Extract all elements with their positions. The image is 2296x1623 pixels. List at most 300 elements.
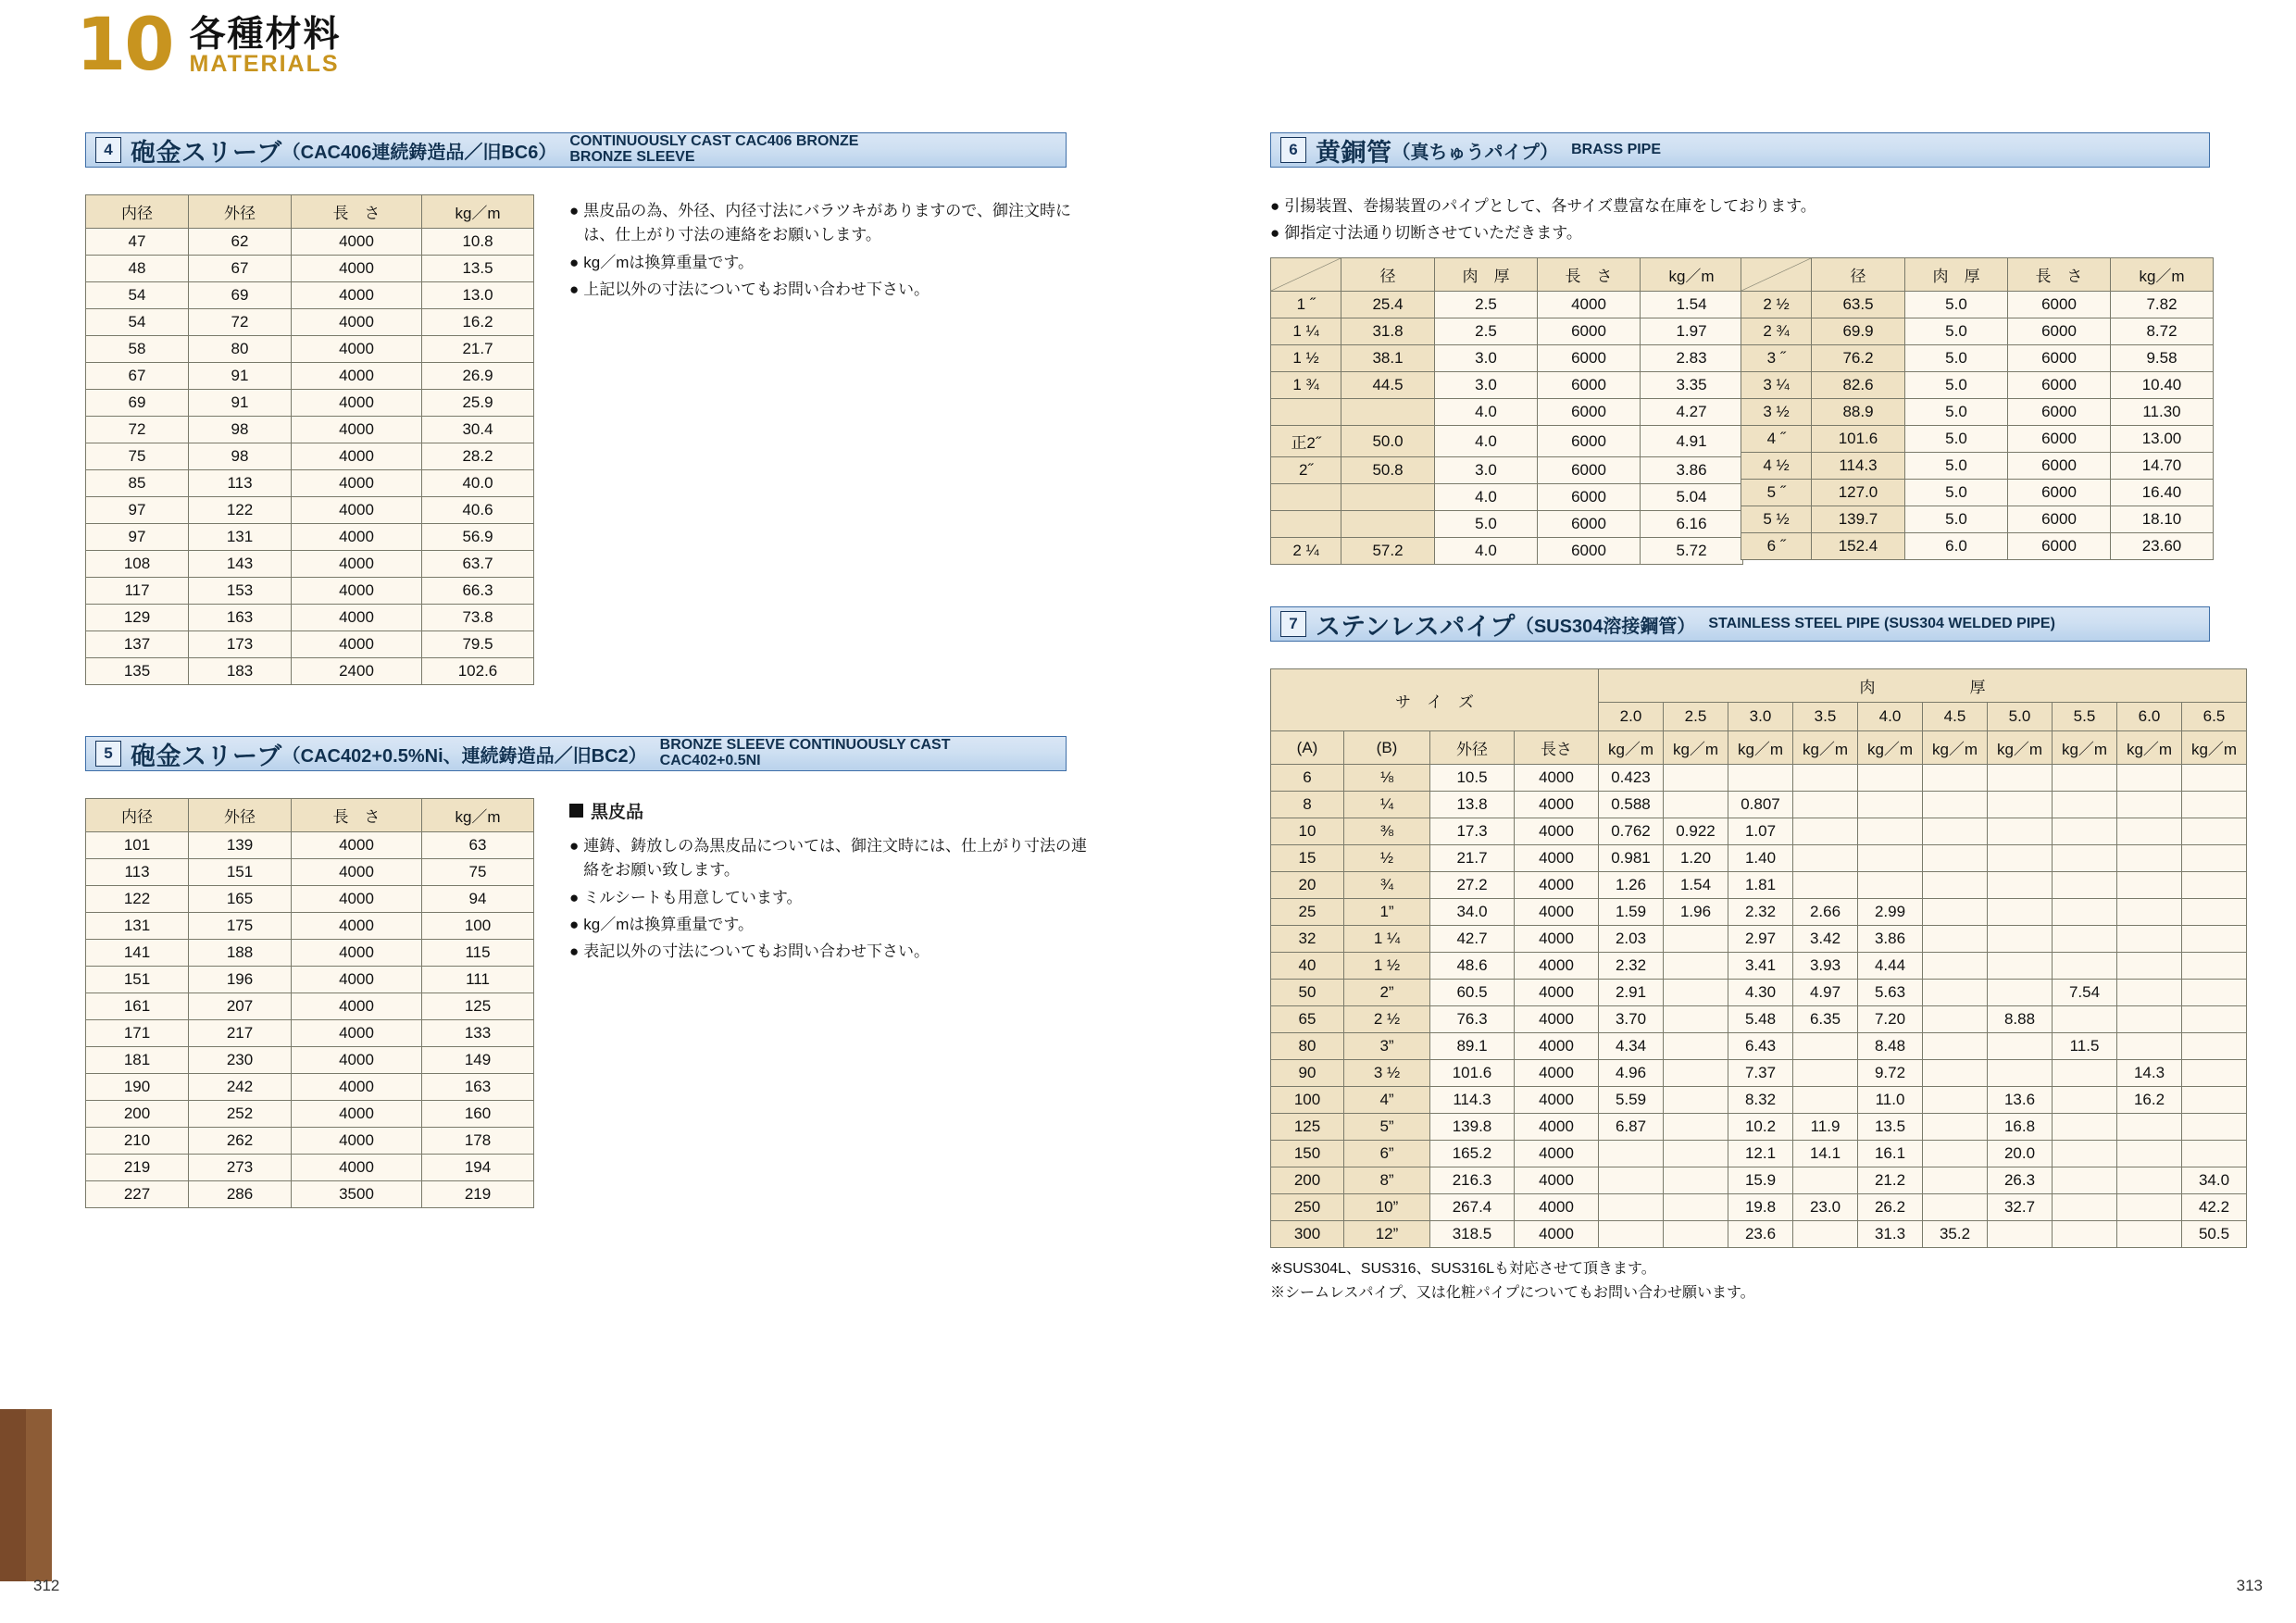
table-cell-weight: 2.32 — [1728, 899, 1793, 926]
column-header-thickness: 3.0 — [1728, 703, 1793, 731]
table-cell-weight: 5.63 — [1858, 980, 1923, 1006]
table-cell-weight: 7.54 — [2053, 980, 2117, 1006]
table-row — [86, 309, 534, 336]
table-cell: 67 — [189, 256, 292, 282]
table-cell-weight — [2117, 1006, 2182, 1033]
table-row — [1741, 480, 2214, 506]
table-cell: 10.8 — [422, 229, 534, 256]
table-row — [1271, 1087, 2247, 1114]
section-title-en-4 — [569, 134, 858, 166]
table-row — [1741, 533, 2214, 560]
table-cell-weight — [2053, 818, 2117, 845]
column-header: 長さ — [1515, 731, 1599, 765]
section-badge-7: 7 — [1280, 611, 1306, 637]
table-5-wrapper — [85, 798, 534, 1208]
table-cell-od: 267.4 — [1430, 1194, 1515, 1221]
table-cell-weight: 26.3 — [1988, 1167, 2053, 1194]
table-row — [86, 1020, 534, 1047]
table-cell: 5.72 — [1641, 538, 1743, 565]
table-cell-weight: 2.91 — [1599, 980, 1664, 1006]
table-cell-weight: 23.6 — [1728, 1221, 1793, 1248]
table-header-row — [1741, 258, 2214, 292]
table-row — [1741, 506, 2214, 533]
table-cell: 25.4 — [1341, 292, 1435, 318]
table-cell: 4000 — [292, 256, 422, 282]
table-cell: 6000 — [2008, 345, 2111, 372]
column-header-unit: kg／m — [1728, 731, 1793, 765]
table-cell-weight — [2053, 872, 2117, 899]
table-cell: 4000 — [292, 913, 422, 940]
table-cell-weight: 1.07 — [1728, 818, 1793, 845]
table-cell: 1 ˝ — [1271, 292, 1341, 318]
table-brass-pipe-left — [1270, 257, 1743, 565]
table-cell: 5.0 — [1905, 292, 2008, 318]
table-cell-size-a: 25 — [1271, 899, 1344, 926]
table-cell: 114.3 — [1812, 453, 1905, 480]
table-cell-weight — [1923, 899, 1988, 926]
table-cell: 9.58 — [2111, 345, 2214, 372]
table-cell: 4000 — [292, 1074, 422, 1101]
table-cell-weight — [1923, 926, 1988, 953]
table-cell: 4000 — [292, 229, 422, 256]
table-header-row — [1271, 669, 2247, 703]
table-cell-weight — [1793, 1087, 1858, 1114]
table-cell: 4 ½ — [1741, 453, 1812, 480]
table-cell: 133 — [422, 1020, 534, 1047]
table-cell: 5 ½ — [1741, 506, 1812, 533]
table-row — [1271, 511, 1743, 538]
table-cell-weight — [1793, 845, 1858, 872]
table-cell-length: 4000 — [1515, 1167, 1599, 1194]
table-cell: 4.0 — [1435, 426, 1538, 457]
table-row — [1741, 426, 2214, 453]
table-cell-weight: 16.8 — [1988, 1114, 2053, 1141]
table-cell: 75 — [86, 443, 189, 470]
table-cell-weight — [2053, 1221, 2117, 1248]
table-cell-weight: 35.2 — [1923, 1221, 1988, 1248]
table-cell-weight: 2.99 — [1858, 899, 1923, 926]
table-row — [86, 886, 534, 913]
table-cell: 40.6 — [422, 497, 534, 524]
table-cell: 3.0 — [1435, 457, 1538, 484]
table-cell-weight — [2117, 765, 2182, 792]
section-banner-6 — [1270, 132, 2210, 168]
table-cell-weight: 15.9 — [1728, 1167, 1793, 1194]
table-cell: 4000 — [292, 631, 422, 658]
table-cell-weight: 3.42 — [1793, 926, 1858, 953]
column-header-diagonal — [1271, 258, 1341, 292]
table-cell: 111 — [422, 967, 534, 993]
table-6-left-wrapper — [1270, 257, 1743, 565]
table-cell: 98 — [189, 443, 292, 470]
table-cell-weight — [2182, 1114, 2247, 1141]
table-cell: 230 — [189, 1047, 292, 1074]
table-cell-weight — [2182, 1033, 2247, 1060]
table-cell: 5 ˝ — [1741, 480, 1812, 506]
table-cell: 98 — [189, 417, 292, 443]
table-cell-weight — [2182, 872, 2247, 899]
table-cell: 286 — [189, 1181, 292, 1208]
table-cell-length: 4000 — [1515, 953, 1599, 980]
table-cell-weight: 4.44 — [1858, 953, 1923, 980]
table-cell-size-b: ½ — [1344, 845, 1430, 872]
table-cell-weight: 20.0 — [1988, 1141, 2053, 1167]
table-cell-weight — [1664, 1194, 1728, 1221]
table-cell-weight — [2117, 1033, 2182, 1060]
notes-5-title: 黒皮品 — [569, 798, 1088, 823]
table-row — [86, 605, 534, 631]
table-cell-weight: 11.5 — [2053, 1033, 2117, 1060]
table-cell: 135 — [86, 658, 189, 685]
table-cell-weight — [1599, 1194, 1664, 1221]
note-item: ● 表記以外の寸法についてもお問い合わせ下さい。 — [569, 940, 1088, 964]
table-cell-weight — [2182, 1060, 2247, 1087]
table-cell-weight: 4.96 — [1599, 1060, 1664, 1087]
table-cell-weight: 42.2 — [2182, 1194, 2247, 1221]
table-cell: 196 — [189, 967, 292, 993]
table-row — [1271, 953, 2247, 980]
section-title-en-6 — [1571, 143, 1661, 158]
table-cell: 6000 — [2008, 426, 2111, 453]
table-cell-weight: 7.37 — [1728, 1060, 1793, 1087]
table-cell-od: 318.5 — [1430, 1221, 1515, 1248]
table-cell: 6000 — [2008, 318, 2111, 345]
table-cell: 4000 — [292, 993, 422, 1020]
table-row — [1741, 292, 2214, 318]
table-cell: 47 — [86, 229, 189, 256]
table-header-row — [1271, 258, 1743, 292]
table-row — [86, 1155, 534, 1181]
table-cell-length: 4000 — [1515, 845, 1599, 872]
column-header-thickness: 6.5 — [2182, 703, 2247, 731]
table-row — [86, 443, 534, 470]
table-cell-size-a: 250 — [1271, 1194, 1344, 1221]
table-cell: 4000 — [292, 497, 422, 524]
table-cell-size-b: 1 ½ — [1344, 953, 1430, 980]
table-cell-weight — [1858, 792, 1923, 818]
table-cell-weight — [2053, 899, 2117, 926]
table-cell: 6000 — [2008, 399, 2111, 426]
table-cell-weight — [2117, 1167, 2182, 1194]
table-cell: 54 — [86, 282, 189, 309]
table-cell: 76.2 — [1812, 345, 1905, 372]
column-header-unit: kg／m — [1923, 731, 1988, 765]
column-header: 内径 — [86, 799, 189, 832]
table-row — [86, 967, 534, 993]
table-cell-weight — [1858, 765, 1923, 792]
table-cell: 6.16 — [1641, 511, 1743, 538]
table-cell: 58 — [86, 336, 189, 363]
table-cell: 183 — [189, 658, 292, 685]
column-header: (B) — [1344, 731, 1430, 765]
column-header: 外径 — [1430, 731, 1515, 765]
table-cell-weight — [1664, 1221, 1728, 1248]
table-cell: 2 ¾ — [1741, 318, 1812, 345]
column-header: 肉 厚 — [1435, 258, 1538, 292]
table-cell-weight — [2117, 899, 2182, 926]
table-cell: 2 ¼ — [1271, 538, 1341, 565]
section-subtitle-6: （真ちゅうパイプ） — [1391, 142, 1559, 163]
table-cell-weight — [2053, 953, 2117, 980]
table-cell: 125 — [422, 993, 534, 1020]
table-cell: 54 — [86, 309, 189, 336]
column-header-diagonal — [1741, 258, 1812, 292]
bullet-icon: ● — [569, 202, 580, 219]
table-row — [1271, 1033, 2247, 1060]
table-cell: 129 — [86, 605, 189, 631]
table-cell: 115 — [422, 940, 534, 967]
table-cell: 5.0 — [1905, 372, 2008, 399]
table-cell: 5.0 — [1905, 345, 2008, 372]
table-row — [86, 390, 534, 417]
table-cell-weight — [2117, 872, 2182, 899]
table-cell: 163 — [422, 1074, 534, 1101]
table-cell: 1.97 — [1641, 318, 1743, 345]
column-header-thickness: 3.5 — [1793, 703, 1858, 731]
table-cell-weight: 16.2 — [2117, 1087, 2182, 1114]
table-cell: 6000 — [2008, 533, 2111, 560]
table-brass-pipe-right — [1741, 257, 2214, 560]
table-cell-weight — [2053, 765, 2117, 792]
table-cell: 67 — [86, 363, 189, 390]
bullet-icon: ● — [569, 837, 580, 855]
table-cell-weight — [2053, 792, 2117, 818]
table-cell: 72 — [86, 417, 189, 443]
table-cell: 97 — [86, 524, 189, 551]
table-cell-size-b: 10” — [1344, 1194, 1430, 1221]
table-cell-weight — [1923, 980, 1988, 1006]
table-cell: 190 — [86, 1074, 189, 1101]
table-cell-weight — [1923, 1194, 1988, 1221]
section-badge-5: 5 — [95, 741, 121, 767]
table-cell: 5.0 — [1905, 480, 2008, 506]
note-item: ※シームレスパイプ、又は化粧パイプについてもお問い合わせ願います。 — [1270, 1284, 1755, 1301]
table-cell-weight — [1988, 792, 2053, 818]
table-cell: 66.3 — [422, 578, 534, 605]
table-cell-size-a: 65 — [1271, 1006, 1344, 1033]
table-cell-weight: 0.423 — [1599, 765, 1664, 792]
table-cell-od: 48.6 — [1430, 953, 1515, 980]
table-row — [86, 336, 534, 363]
table-cell-weight — [2117, 953, 2182, 980]
table-cell-od: 139.8 — [1430, 1114, 1515, 1141]
table-cell: 2.5 — [1435, 292, 1538, 318]
table-cell-size-a: 200 — [1271, 1167, 1344, 1194]
table-cell: 40.0 — [422, 470, 534, 497]
bullet-icon: ● — [569, 916, 580, 934]
table-row — [1741, 345, 2214, 372]
table-cell: 171 — [86, 1020, 189, 1047]
table-cell-weight: 6.43 — [1728, 1033, 1793, 1060]
table-cell-length: 4000 — [1515, 792, 1599, 818]
table-cell-weight: 2.66 — [1793, 899, 1858, 926]
table-cell: 6000 — [1538, 484, 1641, 511]
table-cell-od: 21.7 — [1430, 845, 1515, 872]
table-cell: 6000 — [2008, 506, 2111, 533]
table-cell: 4000 — [292, 417, 422, 443]
table-cell: 69.9 — [1812, 318, 1905, 345]
table-cell-weight: 3.86 — [1858, 926, 1923, 953]
table-cell-length: 4000 — [1515, 1141, 1599, 1167]
table-cell: 4000 — [292, 578, 422, 605]
table-cell-size-b: 2” — [1344, 980, 1430, 1006]
table-cell: 4000 — [292, 282, 422, 309]
table-cell-size-a: 20 — [1271, 872, 1344, 899]
column-header-unit: kg／m — [2117, 731, 2182, 765]
table-cell-length: 4000 — [1515, 872, 1599, 899]
table-cell: 137 — [86, 631, 189, 658]
table-cell-od: 17.3 — [1430, 818, 1515, 845]
section-en-line1-5: BRONZE SLEEVE CONTINUOUSLY CAST — [659, 737, 951, 754]
table-cell: 16.40 — [2111, 480, 2214, 506]
column-group-thickness: 肉 厚 — [1599, 669, 2247, 703]
table-cell: 72 — [189, 309, 292, 336]
table-cell: 18.10 — [2111, 506, 2214, 533]
table-cell: 5.0 — [1905, 426, 2008, 453]
table-row — [1271, 372, 1743, 399]
table-cell: 3.0 — [1435, 372, 1538, 399]
table-cell-weight: 1.81 — [1728, 872, 1793, 899]
table-cell-weight: 4.34 — [1599, 1033, 1664, 1060]
table-cell: 28.2 — [422, 443, 534, 470]
table-cell: 4000 — [292, 309, 422, 336]
column-header: kg／m — [422, 195, 534, 229]
section-en-line2-5: CAC402+0.5NI — [659, 753, 761, 768]
table-row — [1271, 1006, 2247, 1033]
column-header: 長 さ — [2008, 258, 2111, 292]
table-cell: 14.70 — [2111, 453, 2214, 480]
table-cell: 2400 — [292, 658, 422, 685]
table-cell-weight — [1793, 1167, 1858, 1194]
table-cell: 4.0 — [1435, 484, 1538, 511]
table-cell-od: 216.3 — [1430, 1167, 1515, 1194]
table-row — [1741, 318, 2214, 345]
table-cell: 44.5 — [1341, 372, 1435, 399]
table-cell: 3.86 — [1641, 457, 1743, 484]
table-cell-weight — [2053, 926, 2117, 953]
table-row — [86, 551, 534, 578]
table-cell: 163 — [189, 605, 292, 631]
table-cell: 151 — [189, 859, 292, 886]
bullet-icon: ● — [569, 253, 580, 271]
table-cell: 80 — [189, 336, 292, 363]
table-cell-weight — [2053, 1194, 2117, 1221]
table-cell: 75 — [422, 859, 534, 886]
table-row — [86, 832, 534, 859]
table-cell-weight: 23.0 — [1793, 1194, 1858, 1221]
table-cell-size-a: 50 — [1271, 980, 1344, 1006]
table-cell-weight — [1664, 926, 1728, 953]
table-cell-weight: 6.35 — [1793, 1006, 1858, 1033]
table-cell: 101 — [86, 832, 189, 859]
table-row — [86, 417, 534, 443]
table-cell: 3 ˝ — [1741, 345, 1812, 372]
table-cell: 48 — [86, 256, 189, 282]
table-cell: 13.00 — [2111, 426, 2214, 453]
table-4-wrapper — [85, 194, 534, 685]
decorative-brown-bar-inner — [26, 1409, 52, 1581]
table-cell-weight — [2182, 926, 2247, 953]
table-cell-weight — [2182, 1087, 2247, 1114]
table-bronze-sleeve-cac402 — [85, 798, 534, 1208]
table-cell: 131 — [86, 913, 189, 940]
table-cell-weight — [1923, 845, 1988, 872]
table-cell: 4000 — [292, 443, 422, 470]
table-cell-od: 10.5 — [1430, 765, 1515, 792]
table-cell-weight — [2053, 1141, 2117, 1167]
table-cell-od: 27.2 — [1430, 872, 1515, 899]
table-cell-od: 34.0 — [1430, 899, 1515, 926]
page-number-right: 313 — [2236, 1577, 2263, 1594]
table-cell-weight: 4.30 — [1728, 980, 1793, 1006]
table-row — [86, 1128, 534, 1155]
table-row — [1271, 292, 1743, 318]
table-cell: 4000 — [1538, 292, 1641, 318]
note-item: ● 連鋳、鋳放しの為黒皮品については、御注文時には、仕上がり寸法の連絡をお願い致します。 — [569, 834, 1088, 883]
table-cell: 3.35 — [1641, 372, 1743, 399]
table-cell — [1341, 511, 1435, 538]
table-cell: 5.0 — [1435, 511, 1538, 538]
table-cell-size-a: 10 — [1271, 818, 1344, 845]
table-cell: 6000 — [2008, 372, 2111, 399]
table-cell: 122 — [86, 886, 189, 913]
table-cell-length: 4000 — [1515, 1194, 1599, 1221]
table-cell: 11.30 — [2111, 399, 2214, 426]
table-cell-weight: 1.59 — [1599, 899, 1664, 926]
table-cell: 113 — [189, 470, 292, 497]
table-row — [86, 524, 534, 551]
table-cell-weight: 14.1 — [1793, 1141, 1858, 1167]
table-row — [1271, 1167, 2247, 1194]
table-cell: 82.6 — [1812, 372, 1905, 399]
table-cell-weight: 3.93 — [1793, 953, 1858, 980]
column-header-unit: kg／m — [2053, 731, 2117, 765]
column-header: 長 さ — [1538, 258, 1641, 292]
table-cell: 6000 — [2008, 480, 2111, 506]
table-cell-weight — [1858, 845, 1923, 872]
table-cell-weight — [1988, 765, 2053, 792]
table-cell-weight — [1664, 980, 1728, 1006]
table-row — [86, 940, 534, 967]
table-cell: 194 — [422, 1155, 534, 1181]
table-row — [1271, 872, 2247, 899]
table-cell: 94 — [422, 886, 534, 913]
table-cell: 262 — [189, 1128, 292, 1155]
table-cell-weight — [1664, 1033, 1728, 1060]
table-row — [86, 859, 534, 886]
table-cell-weight: 11.9 — [1793, 1114, 1858, 1141]
table-cell: 1.54 — [1641, 292, 1743, 318]
table-cell: 57.2 — [1341, 538, 1435, 565]
table-cell: 6000 — [1538, 345, 1641, 372]
table-cell-weight — [1923, 792, 1988, 818]
section-en-line2-4: BRONZE SLEEVE — [569, 149, 695, 165]
table-cell-weight: 34.0 — [2182, 1167, 2247, 1194]
table-cell: 63.5 — [1812, 292, 1905, 318]
table-cell-weight — [2182, 818, 2247, 845]
table-cell: 1 ¼ — [1271, 318, 1341, 345]
column-header-unit: kg／m — [1988, 731, 2053, 765]
table-cell-weight: 7.20 — [1858, 1006, 1923, 1033]
table-cell: 6000 — [1538, 538, 1641, 565]
table-cell: 173 — [189, 631, 292, 658]
table-cell-weight — [1664, 792, 1728, 818]
table-row — [86, 1101, 534, 1128]
table-cell: 219 — [422, 1181, 534, 1208]
table-cell: 153 — [189, 578, 292, 605]
table-cell-size-b: 1” — [1344, 899, 1430, 926]
table-cell-weight: 12.1 — [1728, 1141, 1793, 1167]
